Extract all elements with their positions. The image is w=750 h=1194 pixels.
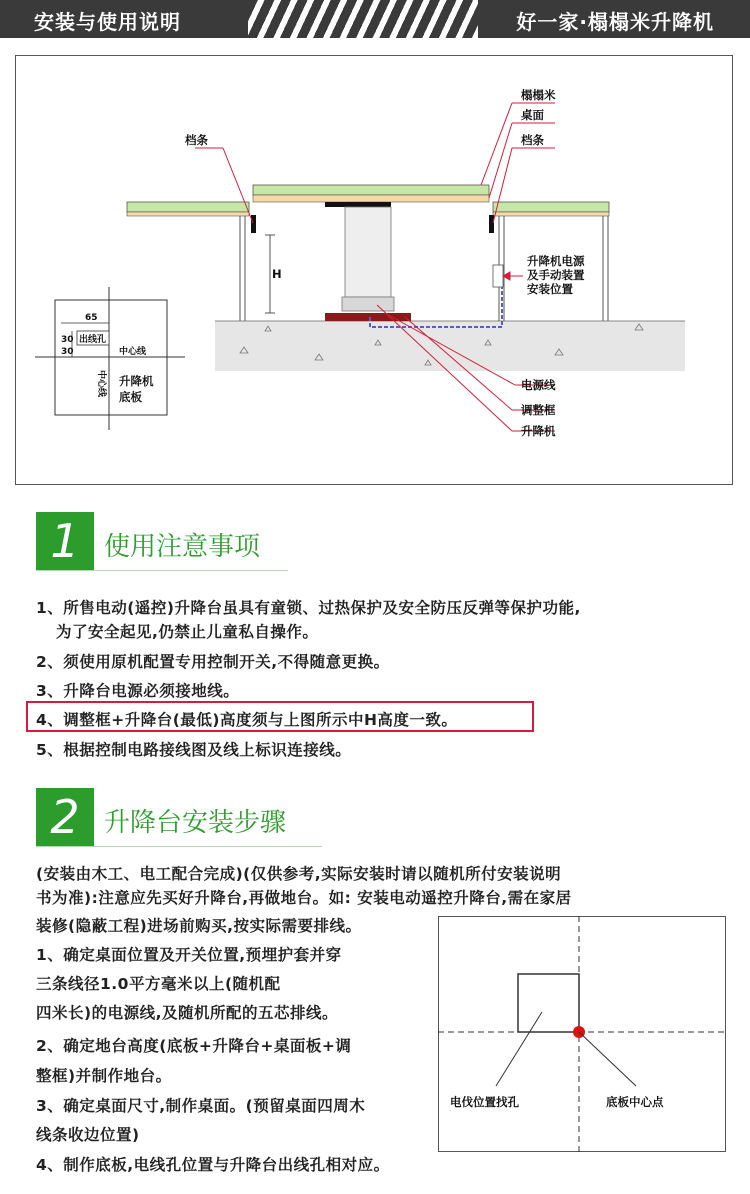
section1-number: 1 xyxy=(36,512,94,570)
base-plate-figure xyxy=(438,916,726,1152)
header-title: 安装与使用说明 xyxy=(34,10,181,34)
intro-line-1: (安装由木工、电工配合完成)(仅供参考,实际安装时请以随机所付安装说明 xyxy=(36,865,562,883)
label-power-line1: 升降机电源 xyxy=(527,254,585,268)
section1-underline xyxy=(36,570,288,571)
lift-column xyxy=(345,207,391,297)
outlet-hole-label: 出线孔 xyxy=(79,335,107,345)
dim-30a: 30 xyxy=(61,335,74,345)
step-line-7: 线条收边位置) xyxy=(36,1126,140,1144)
label-tatami: 榻榻米 xyxy=(521,88,556,102)
step-line-5: 整框)并制作地台。 xyxy=(36,1067,172,1085)
section2-title: 升降台安装步骤 xyxy=(104,808,287,838)
note-item-2: 2、须使用原机配置专用控制开关,不得随意更换。 xyxy=(36,653,390,671)
step-line-1: 1、确定桌面位置及开关位置,预埋护套并穿 xyxy=(36,946,342,964)
figure-right-label: 底板中心点 xyxy=(606,1095,664,1109)
h-dimension-label: H xyxy=(272,267,282,281)
step-line-6: 3、确定桌面尺寸,制作桌面。(预留桌面四周木 xyxy=(36,1097,366,1115)
note-item-1: 1、所售电动(遥控)升降台虽具有童锁、过热保护及安全防压反弹等保护功能, xyxy=(36,599,581,617)
section2-underline xyxy=(36,846,322,847)
header-stripes xyxy=(248,0,478,38)
center-line-vertical-label: 中心线 xyxy=(96,370,106,398)
step-line-3: 四米长)的电源线,及随机所配的五芯排线。 xyxy=(36,1004,338,1022)
section1-title: 使用注意事项 xyxy=(104,532,261,562)
left-platform-board xyxy=(127,202,249,212)
right-stop-bar xyxy=(489,215,494,233)
step-line-2: 三条线径1.0平方毫米以上(随机配 xyxy=(36,975,281,993)
base-label-1: 升降机 xyxy=(119,374,154,388)
installation-diagram xyxy=(15,55,733,485)
label-power-cable: 电源线 xyxy=(521,378,556,392)
label-power-line3: 安装位置 xyxy=(527,282,573,296)
base-label-2: 底板 xyxy=(119,390,142,404)
label-power-line2: 及手动装置 xyxy=(527,268,585,282)
section2-number: 2 xyxy=(36,788,94,846)
label-stop-bar-right: 档条 xyxy=(521,133,544,147)
outlet-hole-square xyxy=(518,974,579,1032)
label-lifter: 升降机 xyxy=(521,424,556,438)
right-platform-board xyxy=(493,202,609,212)
label-adjust-frame: 调整框 xyxy=(521,403,556,417)
note-item-4: 4、调整框+升降台(最低)高度须与上图所示中H高度一致。 xyxy=(36,711,458,729)
figure-left-label: 电伐位置找孔 xyxy=(450,1095,519,1109)
tabletop-board xyxy=(253,195,489,202)
center-line-label: 中心线 xyxy=(119,347,147,357)
note-item-1-cont: 为了安全起见,仍禁止儿童私自操作。 xyxy=(56,623,319,641)
label-stop-bar-left: 档条 xyxy=(185,133,208,147)
left-stop-bar xyxy=(251,215,256,233)
note-item-5: 5、根据控制电路接线图及线上标识连接线。 xyxy=(36,741,352,759)
tatami-top xyxy=(253,185,489,195)
step-line-8: 4、制作底板,电线孔位置与升降台出线孔相对应。 xyxy=(36,1156,390,1174)
ground-slab xyxy=(215,321,685,371)
step-line-4: 2、确定地台高度(底板+升降台+桌面板+调 xyxy=(36,1037,352,1055)
label-tabletop: 桌面 xyxy=(521,108,544,122)
header-brand: 好一家·榻榻米升降机 xyxy=(516,10,714,34)
dim-30b: 30 xyxy=(61,347,74,357)
note-item-3: 3、升降台电源必须接地线。 xyxy=(36,682,240,700)
dim-65: 65 xyxy=(85,313,98,323)
power-box xyxy=(493,265,503,287)
intro-line-2: 书为准):注意应先买好升降台,再做地台。如: 安装电动遥控升降台,需在家居 xyxy=(36,889,572,907)
intro-line-3: 装修(隐蔽工程)进场前购买,按实际需要排线。 xyxy=(36,917,362,935)
